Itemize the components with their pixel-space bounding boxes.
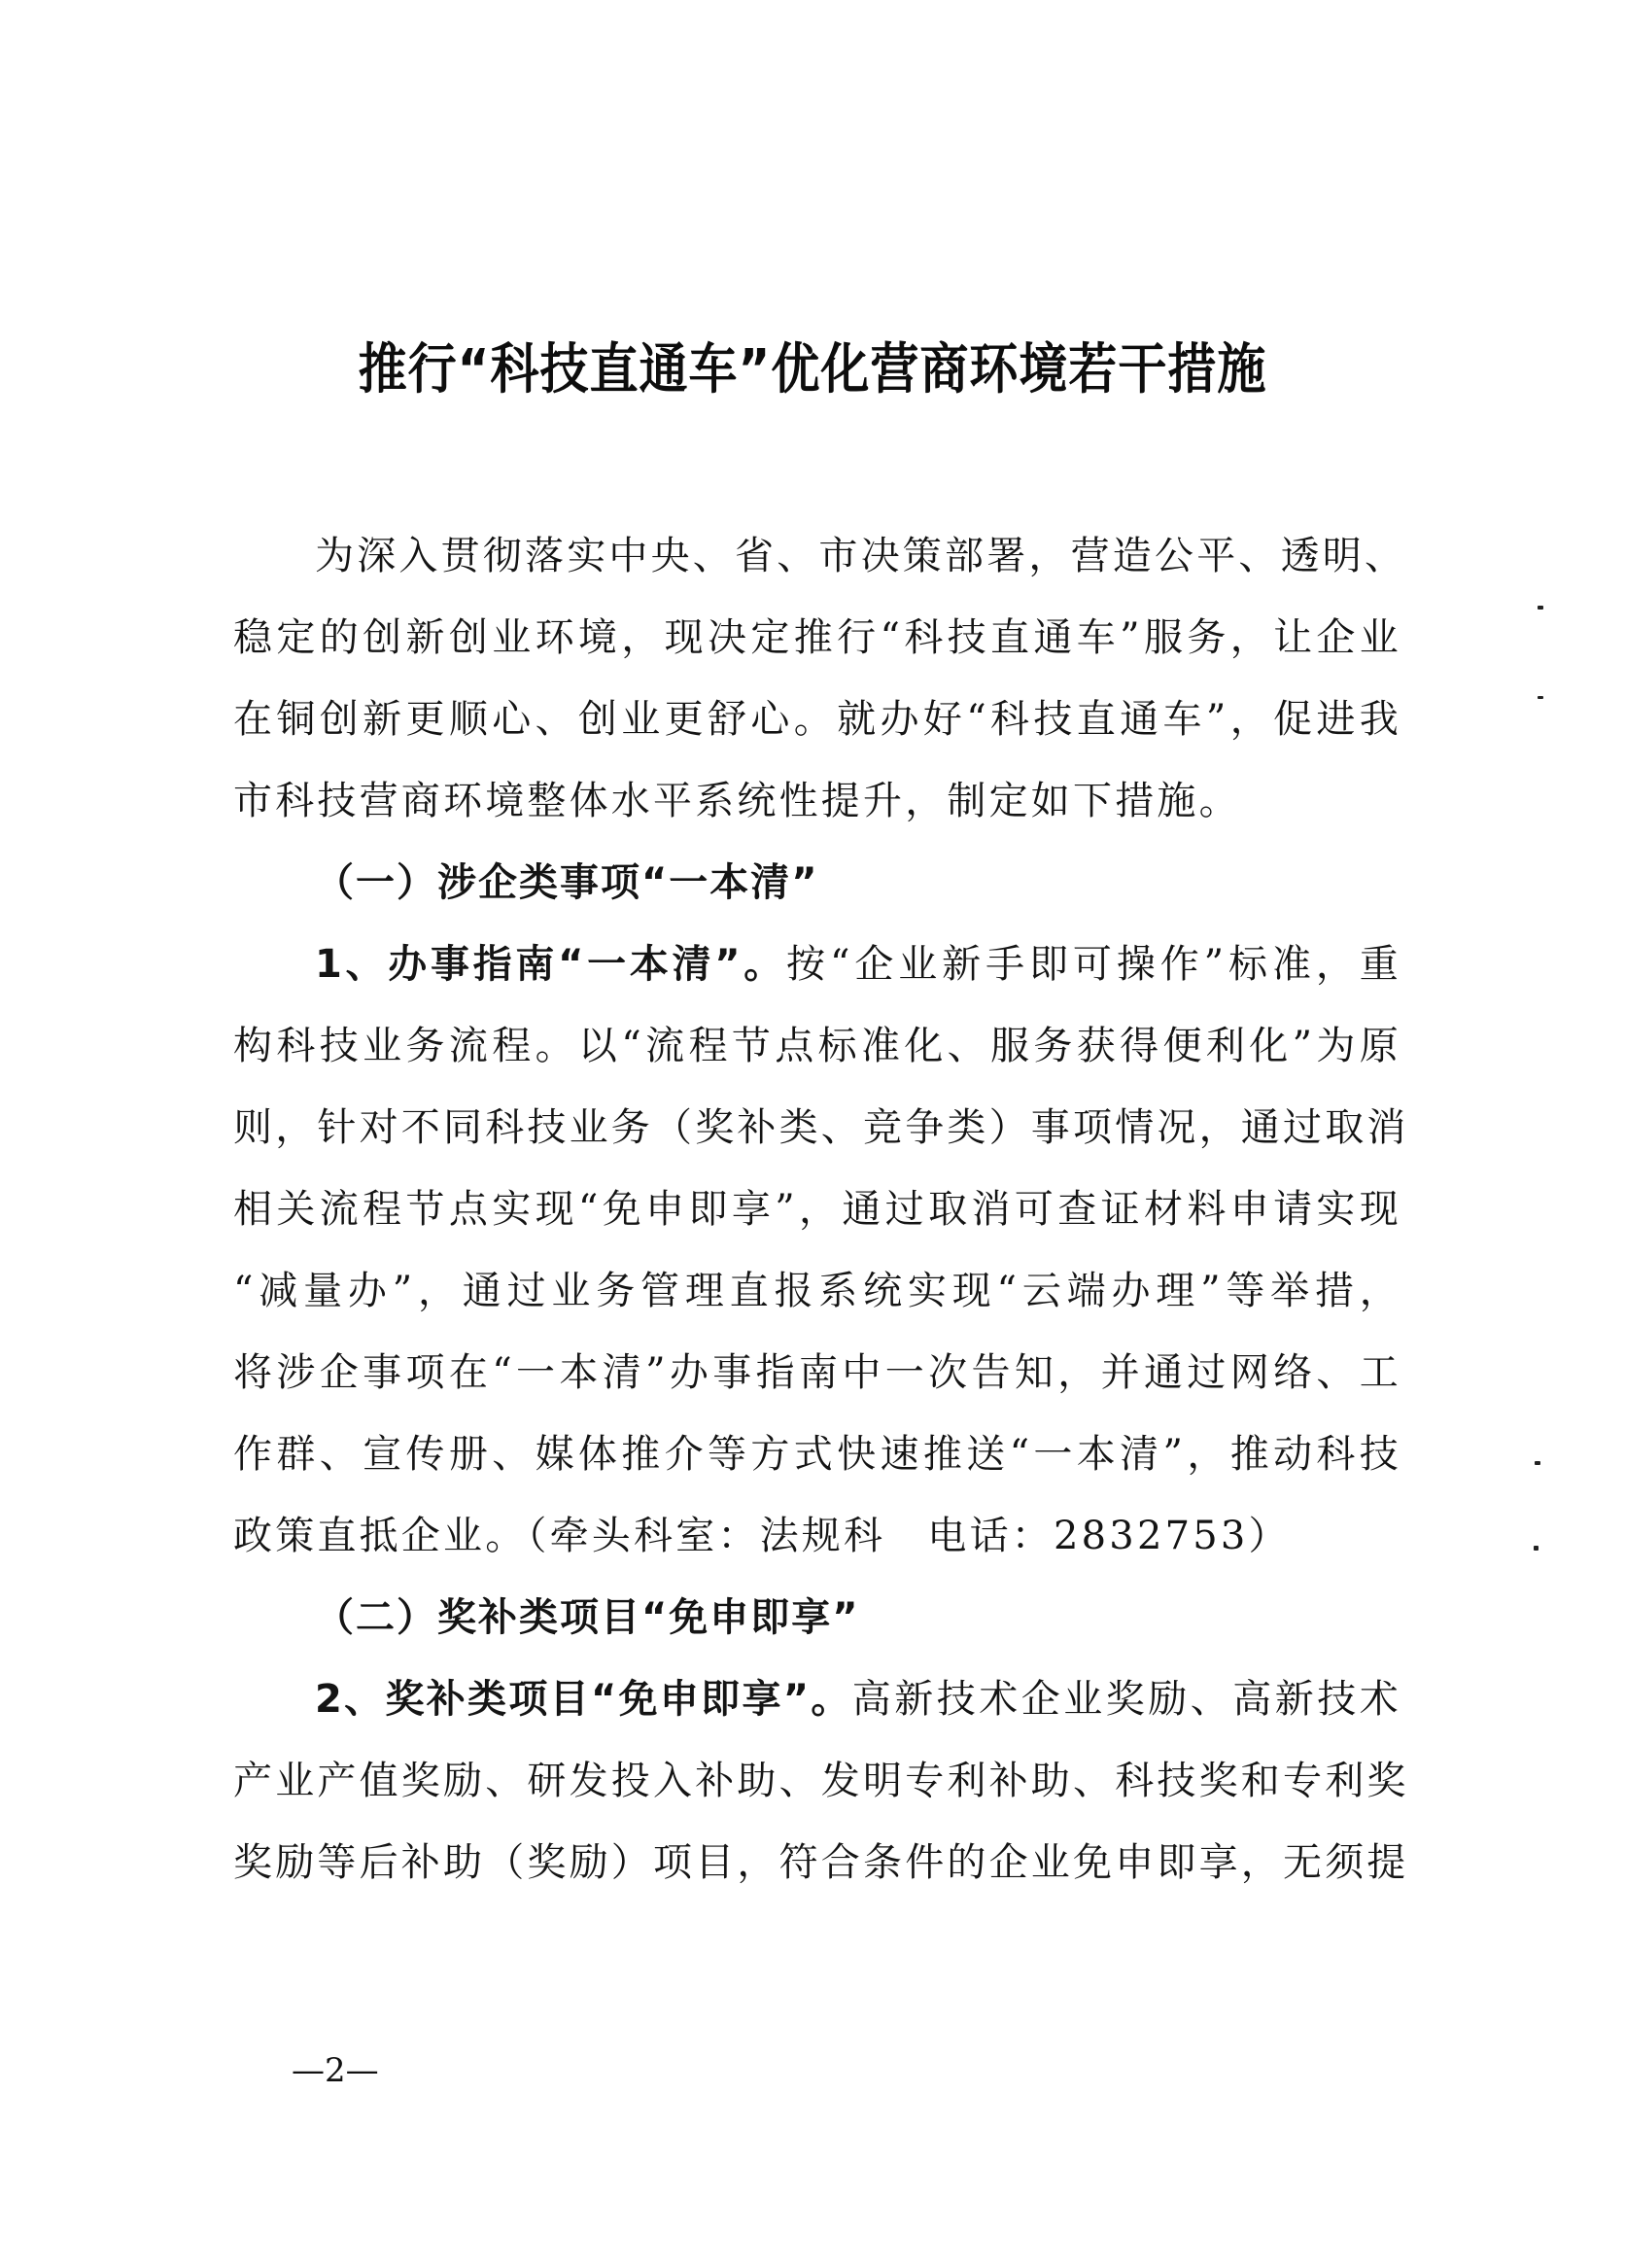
page-number: —2— (292, 2051, 379, 2090)
paragraph-line: 政策直抵企业。（牵头科室：法规科 电话：2832753） (233, 1514, 1291, 1558)
paragraph-first-line (233, 1658, 1401, 1740)
section-2 (233, 1577, 1401, 1658)
item-lead: 1、办事指南“一本清”。 (315, 942, 787, 987)
scan-speck (1534, 1546, 1539, 1551)
item-1-paragraph (233, 924, 1409, 1577)
document-title: 推行“科技直通车”优化营商环境若干措施 (358, 337, 1267, 401)
item-lead: 2、奖补类项目“免申即享”。 (315, 1677, 852, 1722)
item-2-paragraph (233, 1658, 1409, 1903)
paragraph-line: 将涉企事项在“一本清”办事指南中一次告知，并通过网络、工 (233, 1350, 1401, 1395)
paragraph-line: 奖励等后补助（奖励）项目，符合条件的企业免申即享，无须提 (233, 1840, 1409, 1885)
paragraph-line: 在铜创新更顺心、创业更舒心。就办好“科技直通车”，促进我 (233, 697, 1401, 742)
paragraph-line: 构科技业务流程。以“流程节点标准化、服务获得便利化”为原 (233, 1024, 1401, 1068)
paragraph-line: “减量办”，通过业务管理直报系统实现“云端办理”等举措， (233, 1269, 1401, 1313)
section-heading: （二）奖补类项目“免申即享” (315, 1595, 860, 1640)
item-first-line-text: 按“企业新手即可操作”标准，重 (786, 942, 1401, 987)
intro-paragraph (233, 515, 1407, 842)
paragraph-line: 作群、宣传册、媒体推介等方式快速推送“一本清”，推动科技 (233, 1432, 1401, 1477)
scan-speck (1538, 696, 1543, 699)
paragraph-first-line (233, 924, 1401, 1005)
section-1 (233, 842, 1401, 924)
scan-speck (1535, 1461, 1540, 1465)
paragraph-line: 稳定的创新创业环境，现决定推行“科技直通车”服务，让企业 (233, 615, 1401, 660)
paragraph-line: 市科技营商环境整体水平系统性提升，制定如下措施。 (233, 779, 1241, 823)
paragraph-line: 为深入贯彻落实中央、省、市决策部署，营造公平、透明、 (315, 534, 1407, 578)
item-first-line-text: 高新技术企业奖励、高新技术 (851, 1677, 1401, 1722)
paragraph-line: 则，针对不同科技业务（奖补类、竞争类）事项情况，通过取消 (233, 1105, 1409, 1150)
section-heading: （一）涉企类事项“一本清” (315, 860, 819, 905)
paragraph-line: 产业产值奖励、研发投入补助、发明专利补助、科技奖和专利奖 (233, 1759, 1409, 1803)
scan-speck (1538, 606, 1543, 610)
paragraph-line: 相关流程节点实现“免申即享”，通过取消可查证材料申请实现 (233, 1187, 1401, 1232)
